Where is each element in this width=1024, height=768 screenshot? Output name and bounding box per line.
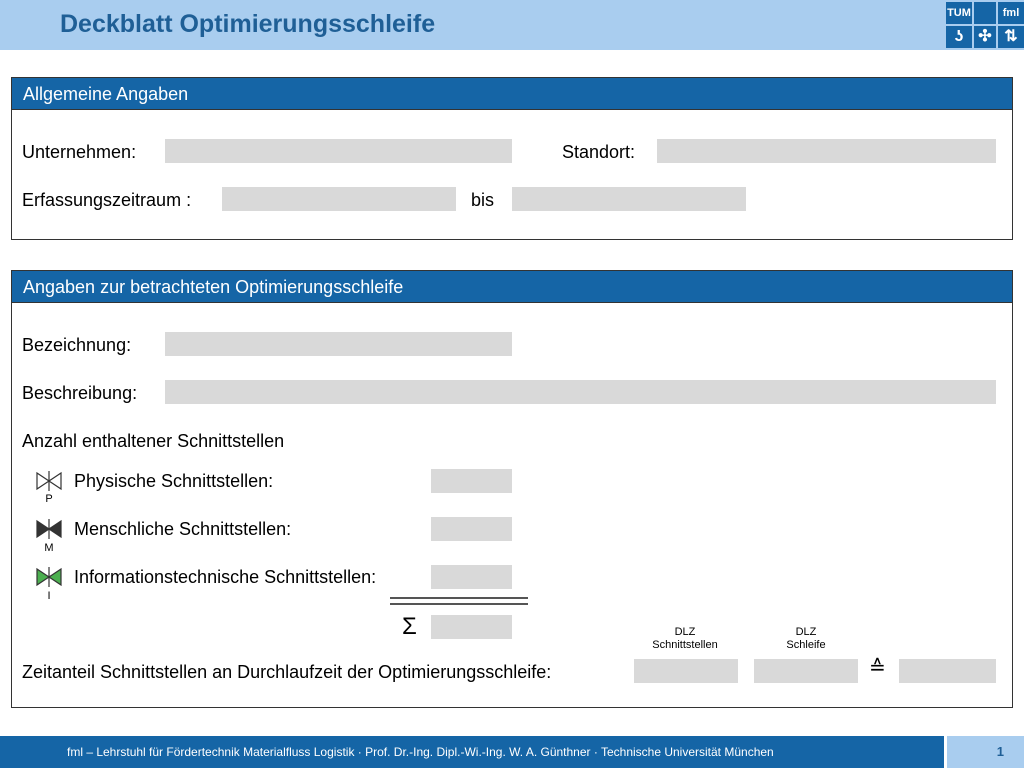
physical-count-input[interactable] (431, 469, 512, 493)
hook-icon: ʖ (946, 26, 972, 48)
sum-input[interactable] (431, 615, 512, 639)
dlz-interfaces-input[interactable] (634, 659, 738, 683)
name-input[interactable] (165, 332, 512, 356)
it-interface-icon (36, 567, 62, 587)
page-title: Deckblatt Optimierungsschleife (60, 10, 436, 38)
logo-area (940, 0, 1024, 50)
time-share-input[interactable] (899, 659, 996, 683)
page-number: 1 (996, 744, 1004, 759)
equals-symbol: ≙ (869, 657, 886, 679)
sum-divider (390, 597, 528, 605)
tum-logo: TUM (946, 2, 972, 24)
period-start-input[interactable] (222, 187, 456, 211)
sum-symbol: Σ (402, 613, 417, 640)
human-count-input[interactable] (431, 517, 512, 541)
human-label: Menschliche Schnittstellen: (74, 519, 292, 539)
time-share-label: Zeitanteil Schnittstellen an Durchlaufzeit der Optimierungsschleife: (22, 662, 552, 682)
physical-letter: P (45, 493, 53, 505)
description-input[interactable] (165, 380, 996, 404)
human-letter: M (44, 542, 54, 554)
fml-logo: fml (998, 2, 1024, 24)
description-label: Beschreibung: (22, 383, 138, 403)
panel-general-heading: Allgemeine Angaben (12, 78, 1012, 110)
human-interface-icon (36, 519, 62, 539)
conveyor-icon: ⇅ (998, 26, 1024, 48)
count-heading: Anzahl enthaltener Schnittstellen (22, 431, 285, 451)
physical-label: Physische Schnittstellen: (74, 471, 274, 491)
panel-loop-heading: Angaben zur betrachteten Optimierungsschleife (12, 271, 1012, 303)
physical-interface-icon (36, 471, 62, 491)
location-label: Standort: (562, 142, 636, 162)
dlz-loop-input[interactable] (754, 659, 858, 683)
title-bar (0, 0, 940, 50)
name-label: Bezeichnung: (22, 335, 132, 355)
period-end-input[interactable] (512, 187, 746, 211)
company-label: Unternehmen: (22, 142, 137, 162)
it-letter: I (47, 590, 51, 602)
location-input[interactable] (657, 139, 996, 163)
footer (0, 736, 944, 768)
arrows-icon: ✣ (974, 26, 996, 48)
footer-text: fml – Lehrstuhl für Fördertechnik Materialfluss Logistik · Prof. Dr.-Ing. Dipl.-Wi.-Ing. W. A. Günthner · Technische Universität München (67, 745, 774, 759)
company-input[interactable] (165, 139, 512, 163)
it-count-input[interactable] (431, 565, 512, 589)
logo-tile (974, 2, 996, 24)
page-number-box (947, 736, 1024, 768)
period-label: Erfassungszeitraum : (22, 190, 192, 210)
dlz-interfaces-label: DLZ Schnittstellen (652, 626, 718, 651)
it-label: Informationstechnische Schnittstellen: (74, 567, 377, 587)
dlz-loop-label: DLZ Schleife (786, 626, 826, 651)
until-label: bis (471, 190, 495, 210)
